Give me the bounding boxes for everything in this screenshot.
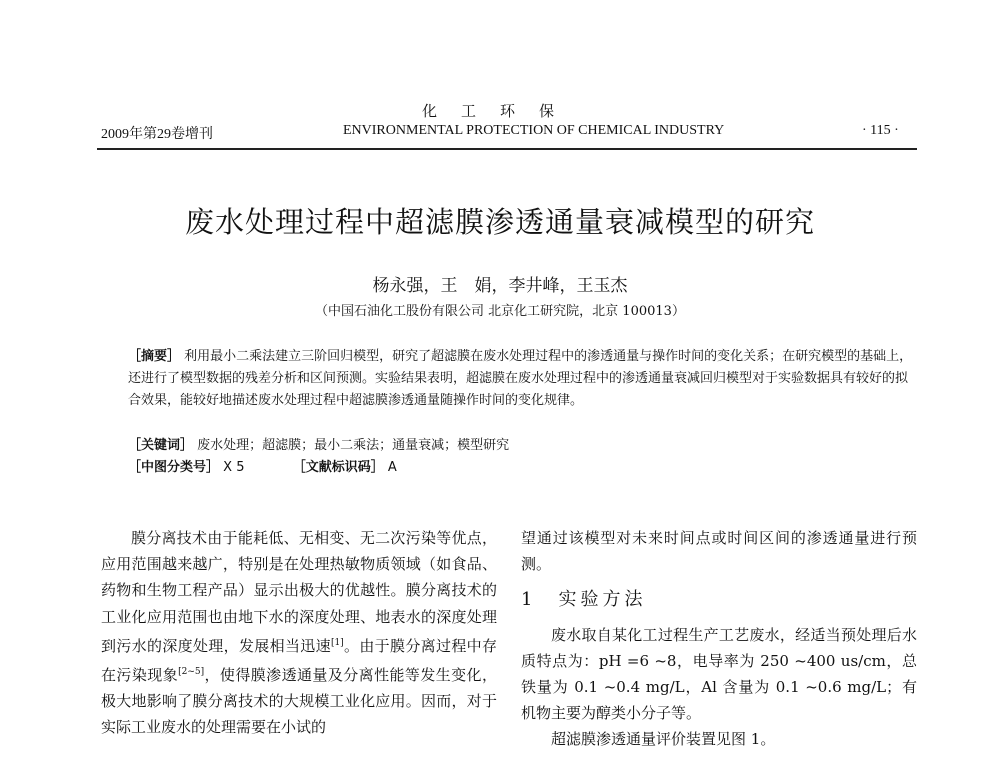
authors: 杨永强，王 娟，李井峰，王玉杰 [372, 276, 628, 296]
journal-name-en: ENVIRONMENTAL PROTECTION OF CHEMICAL INDUSTRY [343, 123, 725, 138]
abstract-text: 利用最小二乘法建立三阶回归模型，研究了超滤膜在废水处理过程中的渗透通量与操作时间的变化关系；在研究模型的基础上，还进行了模型数据的残差分析和区间预测。实验结果表明，超滤膜在废水处理过程中的渗透通量衰减回归模型对于实验数据具有较好的拟合效果，能较好地描述废水处理过程中超滤膜渗透通量随操作时间的变化规律。 [128, 349, 913, 408]
body-right-column [521, 525, 917, 753]
abstract [128, 346, 918, 412]
issue-info: 2009年第29卷增刊 [101, 127, 213, 142]
doc-code-value: A [387, 460, 397, 475]
clc-label: ［中图分类号］ [128, 460, 220, 475]
clc-value: X 5 [223, 460, 245, 475]
intro-text-1: 膜分离技术由于能耗低、无相变、无二次污染等优点，应用范围越来越广，特别是在处理热敏物质领域（如食品、药物和生物工程产品）显示出极大的优越性。膜分离技术的工业化应用范围也由地下水的深度处理、地表水的深度处理到污水的深度处理，发展相当迅速 [101, 529, 497, 655]
continued-paragraph: 望通过该模型对未来时间点或时间区间的渗透通量进行预测。 [521, 529, 917, 574]
citation: [2~5] [178, 667, 205, 678]
page-number: · 115 · [862, 123, 899, 138]
intro-paragraph [101, 525, 497, 741]
method-paragraph: 废水取自某化工过程生产工艺废水，经适当预处理后水质特点为：pH =6 ~8，电导率为 250 ~400 us/cm，总铁量为 0.1 ~0.4 mg/L，Al 含量为 0.1 ~0.6 mg/L；有机物主要为醇类小分子等。 [521, 625, 917, 723]
doc-code-label: ［文献标识码］ [292, 460, 384, 475]
body-left-column [101, 525, 497, 741]
intro-text-3: ，使得膜渗透通量及分离性能等发生变化，极大地影响了膜分离技术的大规模工业化应用。因而，对于实际工业废水的处理需要在小试的 [101, 666, 497, 737]
keywords-label: ［关键词］ [128, 438, 194, 453]
article-title: 废水处理过程中超滤膜渗透通量衰减模型的研究 [184, 205, 815, 239]
journal-name-cn: 化工环保 [421, 102, 578, 120]
keywords [128, 434, 509, 453]
classification [128, 456, 397, 475]
header-rule [97, 148, 917, 150]
section-heading: 1 实验方法 [521, 589, 647, 611]
affiliation: （中国石油化工股份有限公司 北京化工研究院，北京 100013） [315, 304, 685, 319]
abstract-label: ［摘要］ [128, 349, 181, 364]
apparatus-paragraph: 超滤膜渗透通量评价装置见图 1。 [551, 730, 776, 749]
intro-text-2: 。由于膜分离过程中存在污染现象 [101, 636, 497, 685]
citation: [1] [330, 637, 344, 648]
keywords-text: 废水处理；超滤膜；最小二乘法；通量衰减；模型研究 [197, 438, 510, 453]
